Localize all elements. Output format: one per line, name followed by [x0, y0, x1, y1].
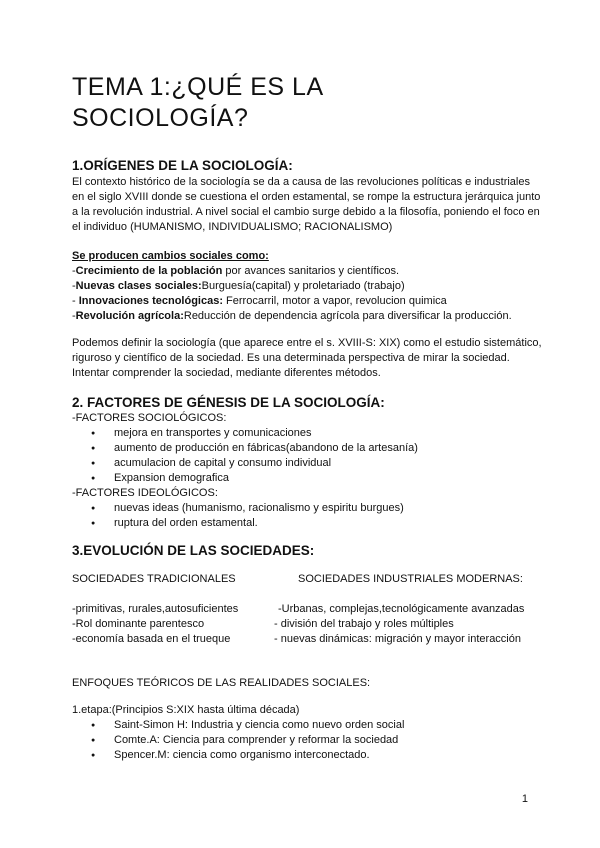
- list-item: ● acumulacion de capital y consumo individual: [72, 456, 542, 471]
- modern-cell: - nuevas dinámicas: migración y mayor interacción: [274, 633, 521, 645]
- section-evolution: [72, 542, 542, 559]
- table-row: [72, 617, 542, 632]
- change-dash: -: [72, 310, 76, 322]
- definition-block: [72, 336, 542, 381]
- change-text: Reducción de dependencia agrícola para diversificar la producción.: [183, 310, 512, 322]
- change-dash: -: [72, 265, 76, 277]
- title-line-2: SOCIOLOGÍA?: [72, 104, 249, 132]
- stage-authors-list: [72, 718, 542, 763]
- change-dash: -: [72, 280, 76, 292]
- societies-rows: [72, 602, 542, 647]
- section-3-heading: 3.EVOLUCIÓN DE LAS SOCIEDADES:: [72, 543, 315, 558]
- list-item: ● mejora en transportes y comunicaciones: [72, 426, 542, 441]
- changes-title: Se producen cambios sociales como:: [72, 250, 269, 262]
- list-item: ● Spencer.M: ciencia como organismo interconectado.: [72, 748, 542, 763]
- change-term: Innovaciones tecnológicas:: [78, 295, 223, 307]
- modern-cell: - división del trabajo y roles múltiples: [274, 618, 454, 630]
- change-text: Ferrocarril, motor a vapor, revolucion quimica: [223, 295, 447, 307]
- ideological-factors-label: -FACTORES IDEOLÓGICOS:: [72, 487, 218, 499]
- definition-paragraph: Podemos definir la sociología (que aparece entre el s. XVIII-S: XIX) como el estudio sistemático, riguroso y científico de la sociedad. Es una determinada perspectiva de mirar la sociedad. Intentar comprender la sociedad, mediante diferentes métodos.: [72, 337, 542, 379]
- societies-header-row: [72, 572, 542, 587]
- traditional-cell: -Rol dominante parentesco: [72, 618, 205, 630]
- list-item: ● Saint-Simon H: Industria y ciencia como nuevo orden social: [72, 718, 542, 733]
- change-item: [72, 294, 542, 309]
- traditional-header: SOCIEDADES TRADICIONALES: [72, 573, 236, 585]
- section-origins: [72, 157, 542, 235]
- stage-block: [72, 703, 542, 763]
- change-term: Revolución agrícola:: [75, 310, 184, 322]
- theoretical-approaches: [72, 676, 542, 691]
- origins-paragraph: El contexto histórico de la sociología se da a causa de las revoluciones políticas e industriales en el siglo XVIII donde se cuestiona el orden estamental, se rompe la estructura jerárquica junto a la revolución industrial. A nivel social el cambio surge debido a la filosofía, poniendo el foco en el individuo (HUMANISMO, INDIVIDUALISMO; RACIONALISMO): [72, 176, 541, 233]
- change-text: Burguesía(capital) y proletariado (trabajo): [201, 280, 405, 292]
- change-item: [72, 309, 542, 324]
- change-term: Nuevas clases sociales:: [75, 280, 202, 292]
- modern-cell: -Urbanas, complejas,tecnológicamente avanzadas: [278, 603, 525, 615]
- societies-table: [72, 572, 542, 647]
- traditional-cell: -economía basada en el trueque: [72, 633, 231, 645]
- sociological-factors-list: [72, 426, 542, 486]
- change-text: por avances sanitarios y científicos.: [222, 265, 400, 277]
- title-line-1: TEMA 1:¿QUÉ ES LA: [72, 73, 324, 101]
- approaches-title: ENFOQUES TEÓRICOS DE LAS REALIDADES SOCIALES:: [72, 677, 371, 689]
- ideological-factors-list: [72, 501, 542, 531]
- stage-label: 1.etapa:(Principios S:XIX hasta última década): [72, 704, 300, 716]
- section-genesis: [72, 394, 542, 531]
- list-item: ● Comte.A: Ciencia para comprender y reformar la sociedad: [72, 733, 542, 748]
- traditional-cell: -primitivas, rurales,autosuficientes: [72, 603, 239, 615]
- change-dash: -: [72, 295, 79, 307]
- sociological-factors-label: -FACTORES SOCIOLÓGICOS:: [72, 412, 227, 424]
- table-row: [72, 632, 542, 647]
- changes-list: [72, 264, 542, 324]
- list-item: ● aumento de producción en fábricas(abandono de la artesanía): [72, 441, 542, 456]
- table-row: [72, 602, 542, 617]
- page-number: 1: [521, 793, 528, 805]
- social-changes: [72, 249, 542, 324]
- section-1-heading: 1.ORÍGENES DE LA SOCIOLOGÍA:: [72, 158, 293, 173]
- section-2-heading: 2. FACTORES DE GÉNESIS DE LA SOCIOLOGÍA:: [72, 395, 385, 410]
- list-item: ● ruptura del orden estamental.: [72, 516, 542, 531]
- change-term: Crecimiento de la población: [75, 265, 223, 277]
- change-item: [72, 264, 542, 279]
- list-item: ● nuevas ideas (humanismo, racionalismo y espiritu burgues): [72, 501, 542, 516]
- page-title: [72, 72, 542, 134]
- list-item: ● Expansion demografica: [72, 471, 542, 486]
- modern-header: SOCIEDADES INDUSTRIALES MODERNAS:: [298, 573, 523, 585]
- change-item: [72, 279, 542, 294]
